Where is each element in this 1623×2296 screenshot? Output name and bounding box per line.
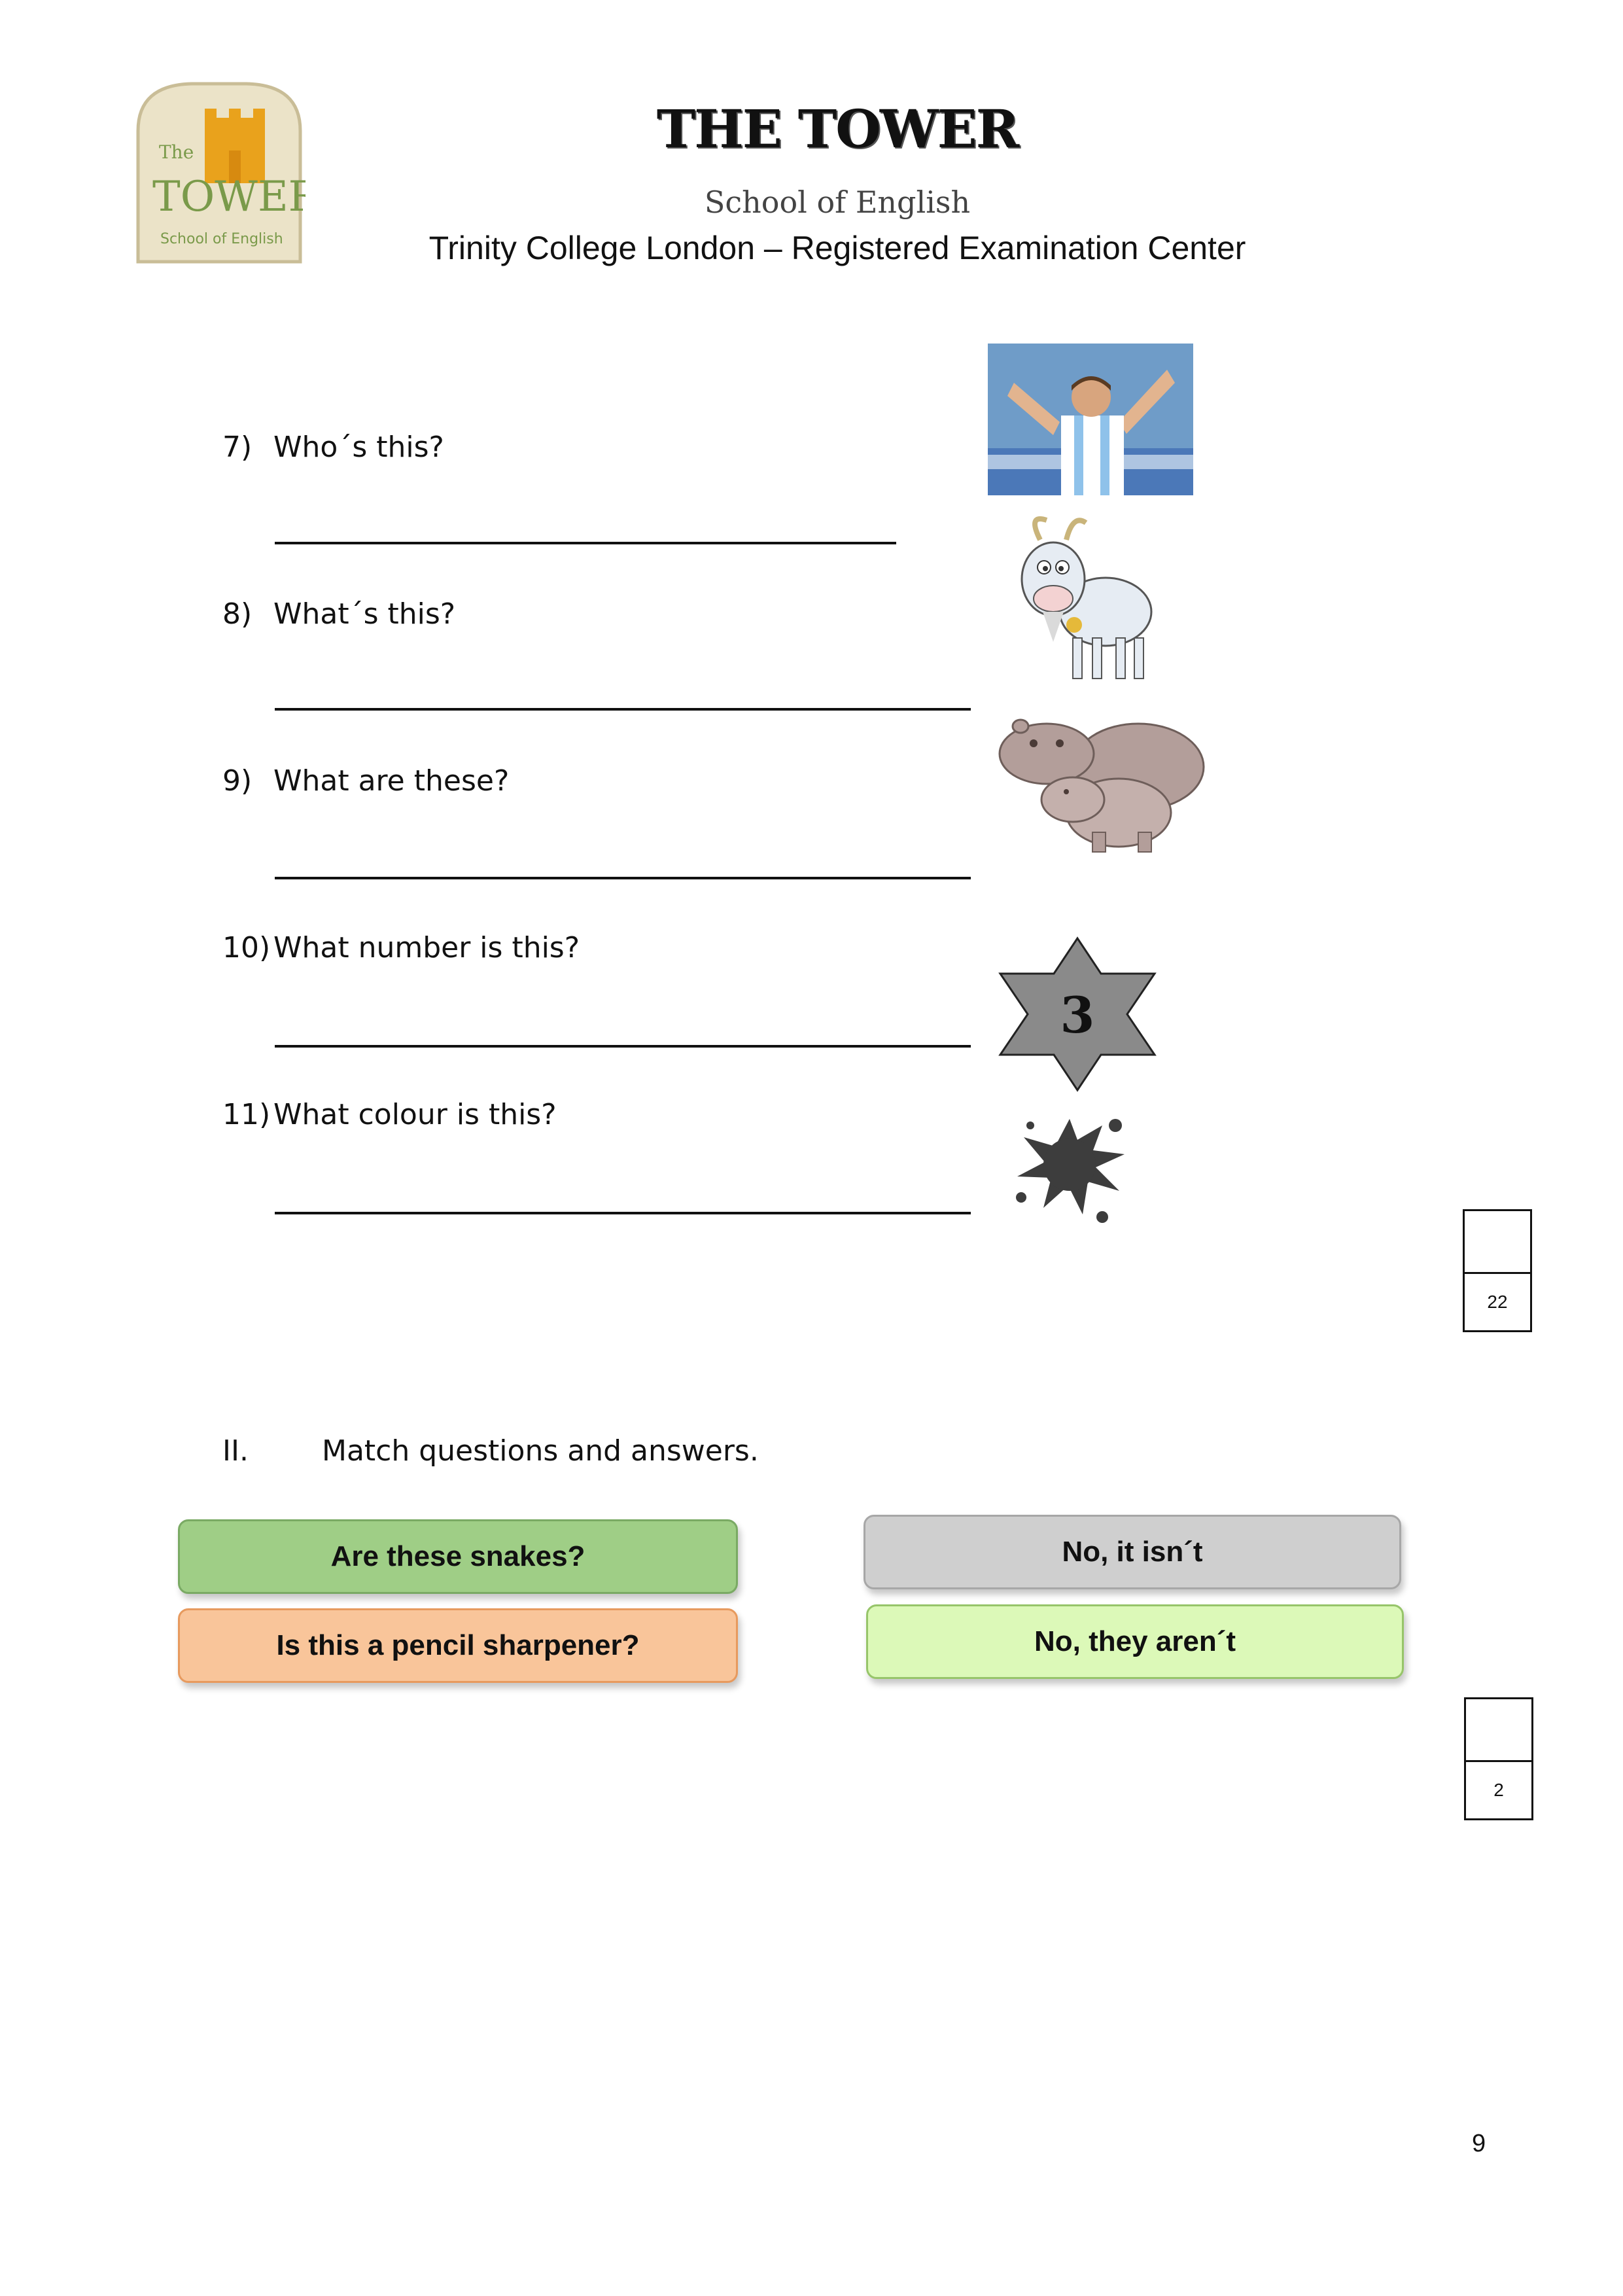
school-title: THE TOWER bbox=[656, 98, 1019, 160]
section-heading bbox=[222, 1434, 249, 1468]
question-text: What colour is this? bbox=[273, 1098, 557, 1131]
score-box bbox=[1464, 1697, 1533, 1820]
question-text: What number is this? bbox=[273, 931, 580, 964]
question-7 bbox=[222, 431, 444, 464]
question-text: What´s this? bbox=[273, 597, 456, 631]
school-logo bbox=[133, 79, 305, 264]
answer-line-8[interactable] bbox=[275, 708, 971, 711]
goat-cartoon bbox=[1001, 514, 1158, 685]
question-10 bbox=[222, 931, 580, 964]
question-9 bbox=[222, 764, 509, 798]
max-score: 2 bbox=[1493, 1780, 1504, 1800]
school-subtitle: School of English bbox=[704, 185, 971, 220]
answer-line-9[interactable] bbox=[275, 877, 971, 879]
exam-center-line: Trinity College London – Registered Examination Center bbox=[428, 230, 1246, 266]
answer-line-11[interactable] bbox=[275, 1212, 971, 1214]
page-number: 9 bbox=[1472, 2130, 1486, 2157]
score-entry-field[interactable] bbox=[1465, 1211, 1530, 1274]
hippos-cartoon bbox=[994, 708, 1217, 858]
svg-text:School of English: School of English bbox=[160, 231, 283, 247]
grey-splat bbox=[1004, 1099, 1138, 1230]
svg-text:3: 3 bbox=[1060, 986, 1095, 1044]
score-box bbox=[1463, 1209, 1532, 1332]
question-11 bbox=[222, 1098, 557, 1131]
svg-text:TOWER: TOWER bbox=[152, 173, 305, 221]
question-number: 8) bbox=[222, 597, 253, 631]
section-instruction: Match questions and answers. bbox=[322, 1434, 759, 1468]
question-text: Who´s this? bbox=[273, 431, 444, 464]
question-number: 9) bbox=[222, 764, 253, 798]
answer-line-10[interactable] bbox=[275, 1045, 971, 1048]
question-8 bbox=[222, 597, 455, 631]
section-numeral: II. bbox=[222, 1434, 249, 1468]
max-score: 22 bbox=[1487, 1292, 1508, 1312]
question-number: 11) bbox=[222, 1098, 271, 1131]
number-star bbox=[998, 936, 1158, 1093]
football-player-photo bbox=[988, 344, 1193, 495]
question-number: 7) bbox=[222, 431, 253, 464]
match-question-box[interactable]: Are these snakes? bbox=[178, 1519, 738, 1594]
score-entry-field[interactable] bbox=[1466, 1699, 1531, 1762]
match-answer-box[interactable]: No, it isn´t bbox=[864, 1515, 1401, 1589]
match-question-box[interactable]: Is this a pencil sharpener? bbox=[178, 1608, 738, 1683]
question-number: 10) bbox=[222, 931, 271, 964]
question-text: What are these? bbox=[273, 764, 510, 798]
match-answer-box[interactable]: No, they aren´t bbox=[866, 1604, 1404, 1679]
answer-line-7[interactable] bbox=[275, 542, 896, 544]
svg-text:The: The bbox=[159, 141, 194, 163]
